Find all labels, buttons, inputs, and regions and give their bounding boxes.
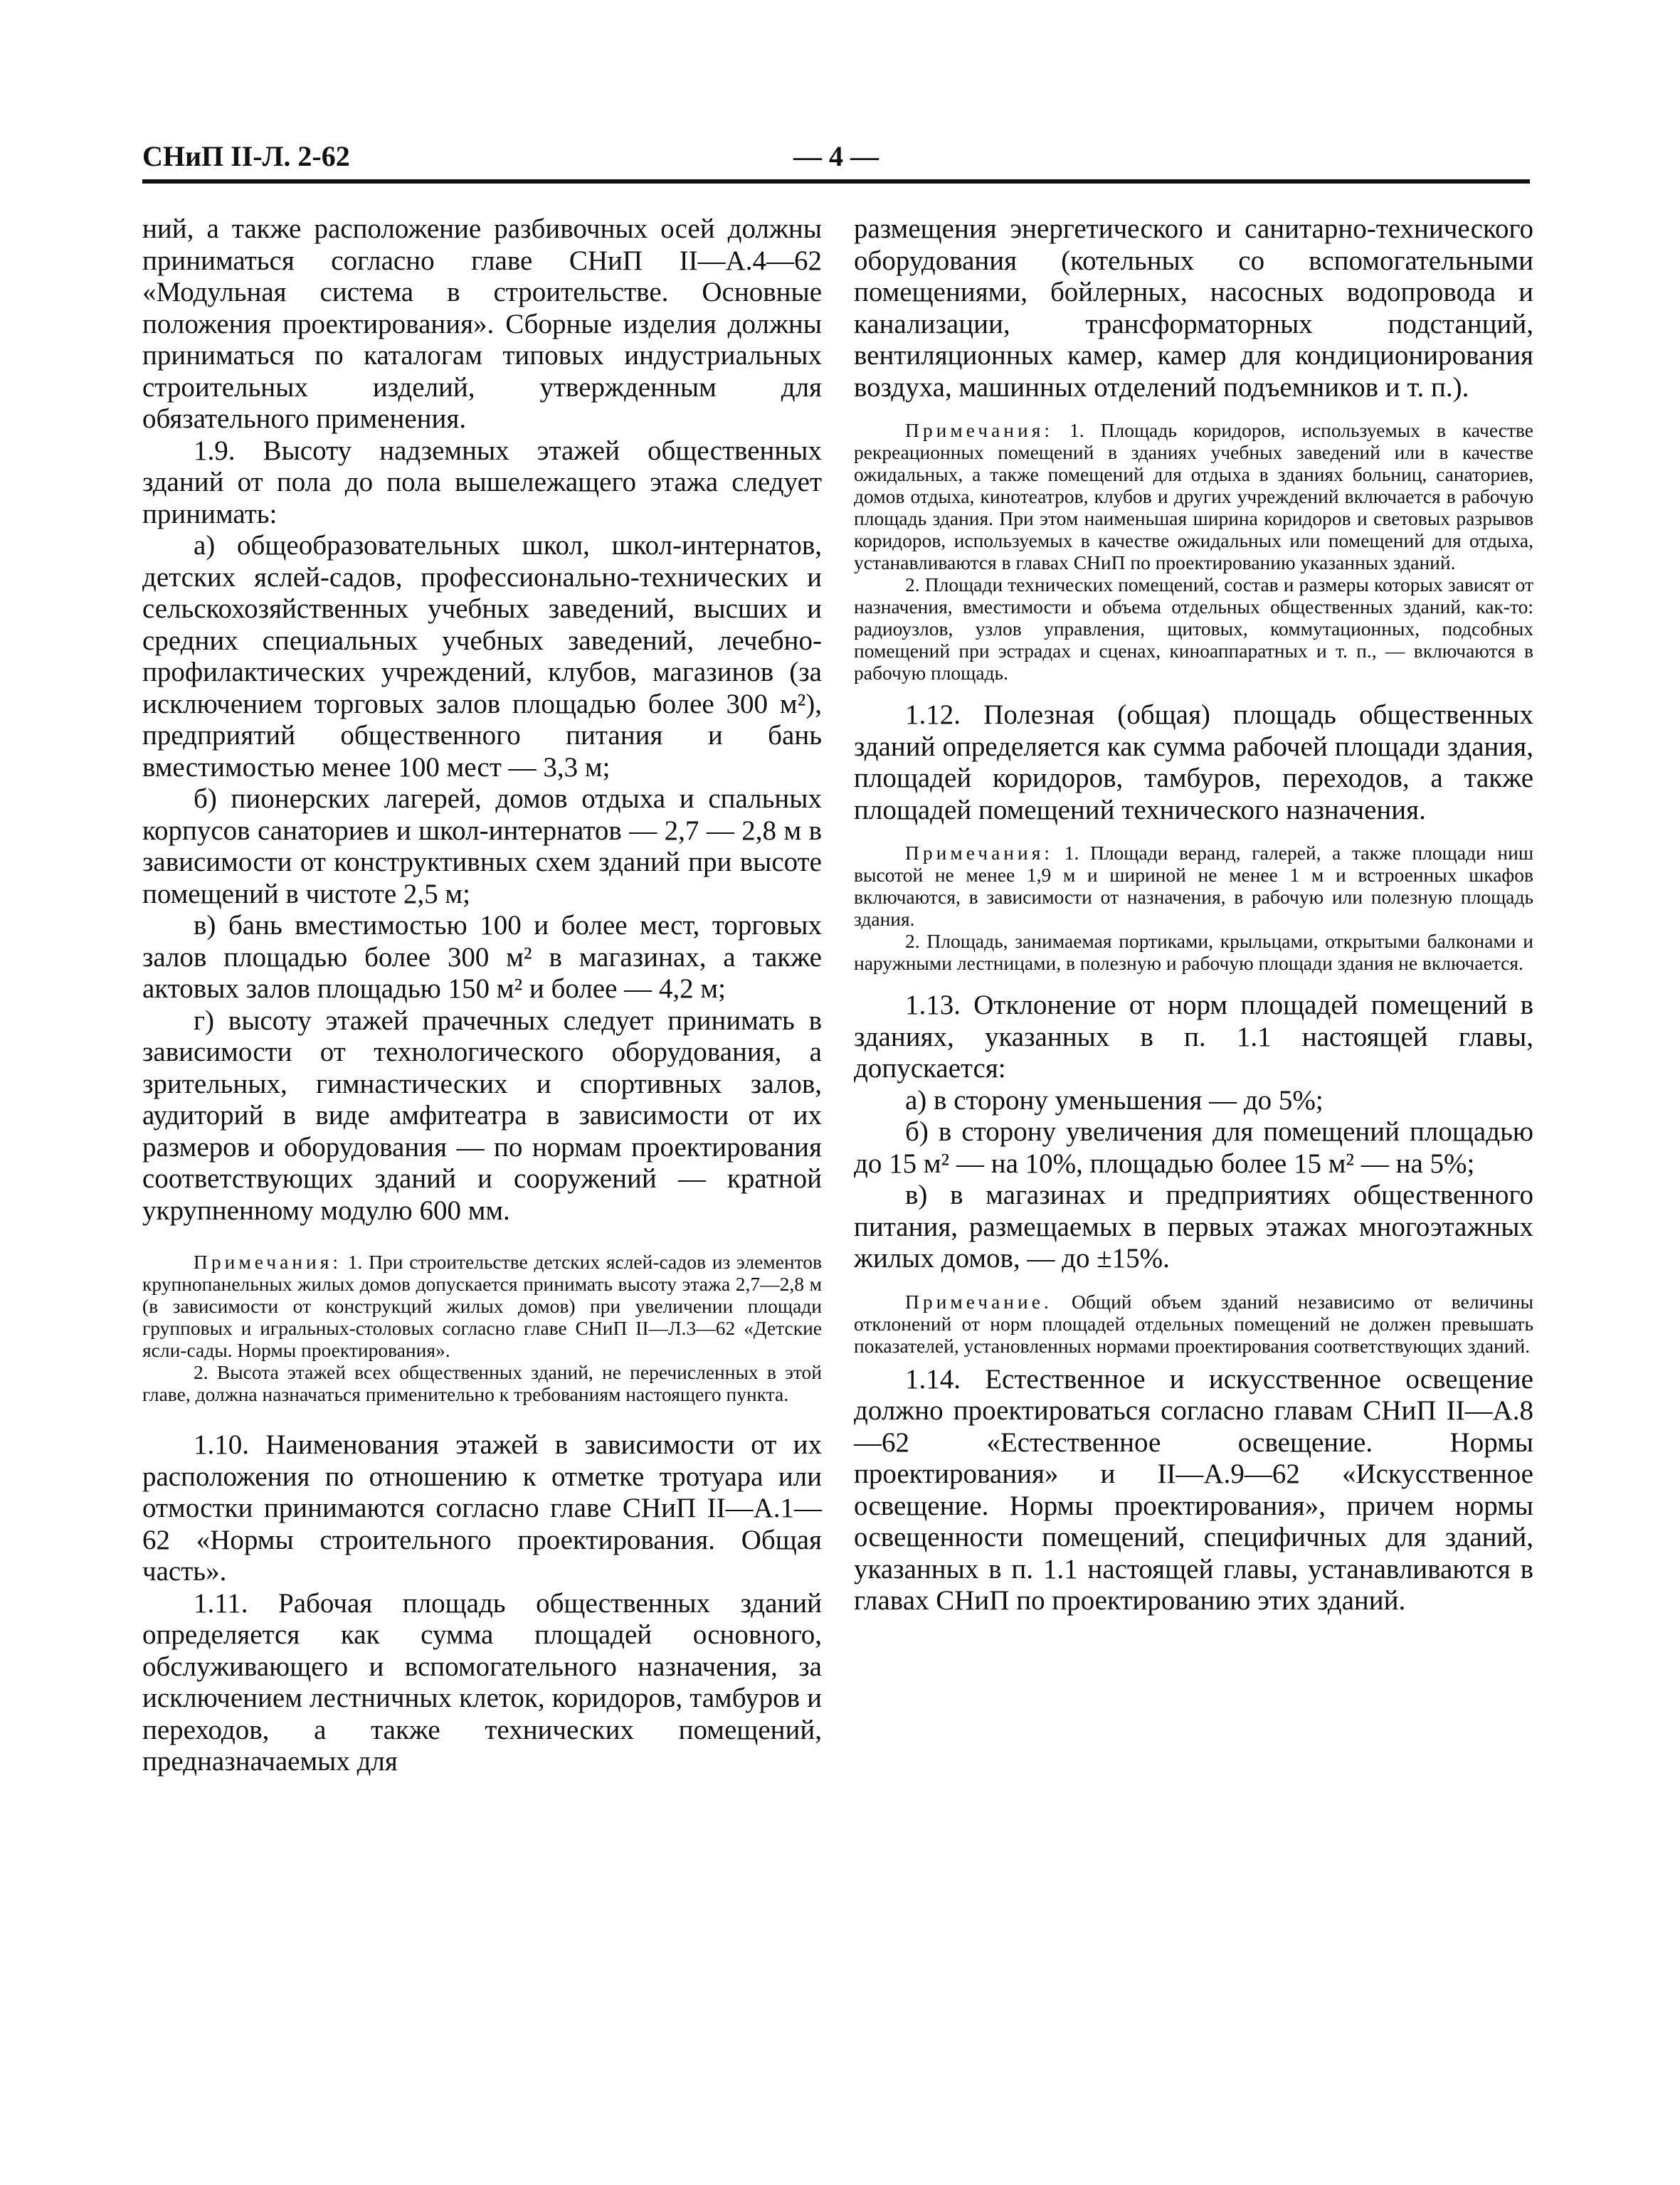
paragraph-continuation: размещения энергетического и санитарно-технического оборудования (котельных со вспомогательными помещениями, бойлерных, насосных водопровода и канализации, трансформаторных подстанций, вентиляционных камер, камер для кондиционирования воздуха, машинных отделений подъемников и т. п.). — [854, 213, 1533, 403]
note-block-4 — [854, 1291, 1533, 1357]
clause-1-9-a: а) общеобразовательных школ, школ-интернатов, детских яслей-садов, профессионально-технических и сельскохозяйственных учебных заведений, высших и средних специальных учебных заведений, лечебно-профилактических учреждений, клубов, магазинов (за исключением торговых залов площадью более 300 м²), предприятий общественного питания и бань вместимостью менее 100 мест — 3,3 м; — [142, 530, 822, 783]
note-text: 1. При строительстве детских яслей-садов из элементов крупнопанельных жилых домов допускается принимать высоту этажа 2,7—2,8 м (в зависимости от конструкций жилых домов) при увеличении площади групповых и игральных-столовых согласно главе СНиП II—Л.3—62 «Детские ясли-сады. Нормы проектирования». — [142, 1251, 823, 1361]
note-block-2-item-2: 2. Площади технических помещений, состав и размеры которых зависят от назначения, вместимости и объема отдельных общественных зданий, как-то: радиоузлов, узлов управления, щитовых, коммутационных, подсобных помещений при эстрадах и сценах, киноаппаратных и т. п., — включаются в рабочую площадь. — [854, 573, 1533, 684]
note-label: Примечания: — [905, 419, 1054, 441]
note-block-1-item-1 — [142, 1251, 822, 1361]
left-column — [142, 213, 822, 1778]
note-label: Примечания: — [194, 1251, 342, 1273]
note-block-3-item-2: 2. Площадь, занимаемая портиками, крыльцами, открытыми балконами и наружными лестницами, в полезную и рабочую площади здания не включается. — [854, 930, 1533, 974]
note-text: Общий объем зданий независимо от величины отклонений от норм площадей отдельных помещений не должен превышать показателей, установленных нормами проектирования соответствующих зданий. — [854, 1290, 1533, 1357]
clause-1-9-b: б) пионерских лагерей, домов отдыха и спальных корпусов санаториев и школ-интернатов — 2,7 — 2,8 м в зависимости от конструктивных схем зданий при высоте помещений в чистоте 2,5 м; — [142, 783, 822, 909]
paragraph-continuation: ний, а также расположение разбивочных осей должны приниматься согласно главе СНиП II—А.4—62 «Модульная система в строительстве. Основные положения проектирования». Сборные изделия должны приниматься по каталогам типовых индустриальных строительных изделий, утвержденным для обязательного применения. — [142, 213, 822, 434]
clause-1-13-a: а) в сторону уменьшения — до 5%; — [905, 1084, 1324, 1116]
document-code: СНиП II-Л. 2-62 — [142, 140, 350, 172]
clause-1-14: 1.14. Естественное и искусственное освещение должно проектироваться согласно главам СНиП II—А.8—62 «Естественное освещение. Нормы проектирования» и II—А.9—62 «Искусственное освещение. Нормы проектирования», причем нормы освещенности помещений, специфичных для зданий, указанных в п. 1.1 настоящей главы, устанавливаются в главах СНиП по проектированию этих зданий. — [854, 1363, 1533, 1616]
note-text: 1. Площади веранд, галерей, а также площади ниш высотой не менее 1,9 м и шириной не менее 1 м и встроенных шкафов включаются, в зависимости от назначения, в рабочую или полезную площадь здания. — [854, 842, 1533, 930]
clause-1-9: 1.9. Высоту надземных этажей общественных зданий от пола до пола вышележащего этажа следует принимать: — [142, 435, 822, 529]
clause-1-13: 1.13. Отклонение от норм площадей помещений в зданиях, указанных в п. 1.1 настоящей главы, допускается: — [854, 990, 1533, 1084]
note-label: Примечание. — [905, 1290, 1052, 1313]
clause-1-9-v: в) бань вместимостью 100 и более мест, торговых залов площадью более 300 м² в магазинах, а также актовых залов площадью 150 м² и более — 4,2 м; — [142, 910, 822, 1004]
note-text: 1. Площадь коридоров, используемых в качестве рекреационных помещений в зданиях учебных заведений или в качестве ожидальных, а также помещений для отдыха в зданиях больниц, санаториев, домов отдыха, кинотеатров, клубов и других учреждений включается в рабочую площадь здания. При этом наименьшая ширина коридоров и световых разрывов коридоров, используемых в качестве ожидальных или помещений для отдыха, устанавливаются в главах СНиП по проектированию указанных зданий. — [854, 419, 1534, 573]
clause-1-13-b: б) в сторону увеличения для помещений площадью до 15 м² — на 10%, площадью более 15 м² — на 5%; — [854, 1116, 1533, 1179]
note-block-1-item-2: 2. Высота этажей всех общественных зданий, не перечисленных в этой главе, должна назначаться применительно к требованиям настоящего пункта. — [142, 1361, 822, 1405]
header-rule — [142, 179, 1530, 184]
clause-1-12: 1.12. Полезная (общая) площадь общественных зданий определяется как сумма рабочей площади здания, площадей коридоров, тамбуров, переходов, а также площадей помещений технического назначения. — [854, 699, 1533, 825]
note-block-3-item-1 — [854, 842, 1533, 930]
page-number: — 4 — — [793, 140, 879, 172]
clause-1-11: 1.11. Рабочая площадь общественных зданий определяется как сумма площадей основного, обслуживающего и вспомогательного назначения, за исключением лестничных клеток, коридоров, тамбуров и переходов, а также технических помещений, предназначаемых для — [142, 1587, 822, 1777]
right-column — [854, 213, 1533, 1617]
clause-1-9-g: г) высоту этажей прачечных следует принимать в зависимости от технологического оборудования, а зрительных, гимнастических и спортивных залов, аудиторий в виде амфитеатра в зависимости от их размеров и оборудования — по нормам проектирования соответствующих зданий и сооружений — кратной укрупненному модулю 600 мм. — [142, 1005, 822, 1226]
note-block-2-item-1 — [854, 419, 1533, 573]
clause-1-10: 1.10. Наименования этажей в зависимости от их расположения по отношению к отметке тротуара или отмостки принимаются согласно главе СНиП II—А.1—62 «Нормы строительного проектирования. Общая часть». — [142, 1429, 822, 1587]
note-label: Примечания: — [905, 842, 1054, 864]
page-header — [142, 139, 1530, 182]
clause-1-13-v: в) в магазинах и предприятиях общественного питания, размещаемых в первых этажах многоэтажных жилых домов, — до ±15%. — [854, 1180, 1533, 1274]
